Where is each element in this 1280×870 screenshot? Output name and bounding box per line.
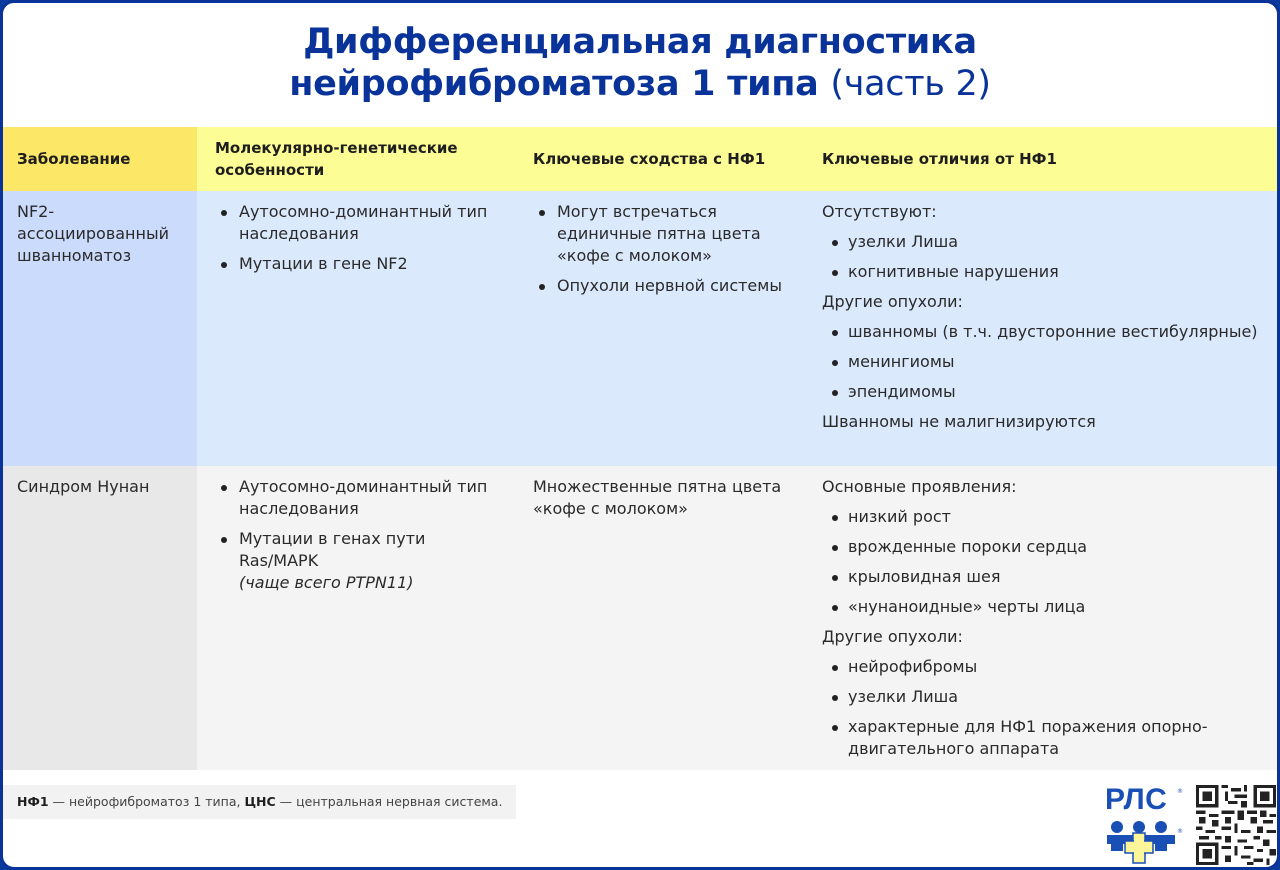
- similarities-cell: [515, 466, 805, 770]
- rls-logo-icon: [1103, 783, 1183, 865]
- header-differences: Ключевые отличия от НФ1: [805, 127, 1277, 191]
- list-item: Мутации в гене NF2: [215, 253, 501, 275]
- diagnosis-table: [3, 127, 1277, 770]
- list-item: Опухоли нервной системы: [533, 275, 791, 297]
- table-row: [3, 466, 1277, 770]
- section-label: Основные проявления:: [822, 477, 1017, 496]
- list-item: нейрофибромы: [822, 656, 1263, 678]
- qr-code-icon[interactable]: [1196, 785, 1276, 865]
- list-item: крыловидная шея: [822, 566, 1263, 588]
- differences-cell: [805, 191, 1277, 466]
- list-item: Аутосомно-доминантный тип наследования: [215, 201, 501, 245]
- title-line-1: Дифференциальная диагностика: [303, 22, 977, 62]
- similarities-cell: [515, 191, 805, 466]
- note: Шванномы не малигнизируются: [822, 412, 1096, 431]
- list-item: шванномы (в т.ч. двусторонние вестибулярные): [822, 321, 1263, 343]
- abbr-nf1: НФ1: [17, 794, 49, 809]
- list-item: Аутосомно-доминантный тип наследования: [215, 476, 501, 520]
- genetics-cell: [197, 191, 515, 466]
- title-part: (часть 2): [830, 64, 991, 104]
- list-item: «нунаноидные» черты лица: [822, 596, 1263, 618]
- similarities-text: Множественные пятна цвета «кофе с молоком»: [533, 477, 782, 518]
- logo-text: РЛС: [1105, 783, 1168, 816]
- svg-text:®: ®: [1177, 788, 1183, 795]
- title-line-2: [3, 63, 1277, 105]
- list-item: характерные для НФ1 поражения опорно-двигательного аппарата: [822, 716, 1263, 760]
- differences-cell: [805, 466, 1277, 770]
- disease-name: NF2-ассоциированный шванноматоз: [3, 191, 197, 466]
- list-item: низкий рост: [822, 506, 1263, 528]
- genetics-cell: [197, 466, 515, 770]
- table-header: [3, 127, 1277, 191]
- page-title: [3, 21, 1277, 105]
- abbr-nf1-def: — нейрофиброматоз 1 типа,: [48, 794, 245, 809]
- abbr-cns-def: — центральная нервная система.: [275, 794, 503, 809]
- header-similarities: Ключевые сходства с НФ1: [515, 127, 805, 191]
- disease-name: Синдром Нунан: [3, 466, 197, 770]
- header-genetics: Молекулярно-генетические особенности: [197, 127, 515, 191]
- list-item: [215, 528, 501, 594]
- section-label: Другие опухоли:: [822, 292, 963, 311]
- footnote: [3, 785, 516, 819]
- list-item: узелки Лиша: [822, 686, 1263, 708]
- title-bold: нейрофиброматоза 1 типа: [289, 64, 819, 104]
- list-item: узелки Лиша: [822, 231, 1263, 253]
- abbr-cns: ЦНС: [244, 794, 276, 809]
- list-item: менингиомы: [822, 351, 1263, 373]
- list-item: когнитивные нарушения: [822, 261, 1263, 283]
- list-item: Могут встречаться единичные пятна цвета «кофе с молоком»: [533, 201, 791, 267]
- table-row: [3, 191, 1277, 466]
- genetics-text: Мутации в генах пути Ras/MAPK: [239, 529, 426, 570]
- list-item: врожденные пороки сердца: [822, 536, 1263, 558]
- svg-text:®: ®: [1177, 828, 1183, 835]
- list-item: эпендимомы: [822, 381, 1263, 403]
- section-label: Другие опухоли:: [822, 627, 963, 646]
- section-label: Отсутствуют:: [822, 202, 937, 221]
- header-disease: Заболевание: [3, 127, 197, 191]
- genetics-note: (чаще всего PTPN11): [239, 573, 414, 592]
